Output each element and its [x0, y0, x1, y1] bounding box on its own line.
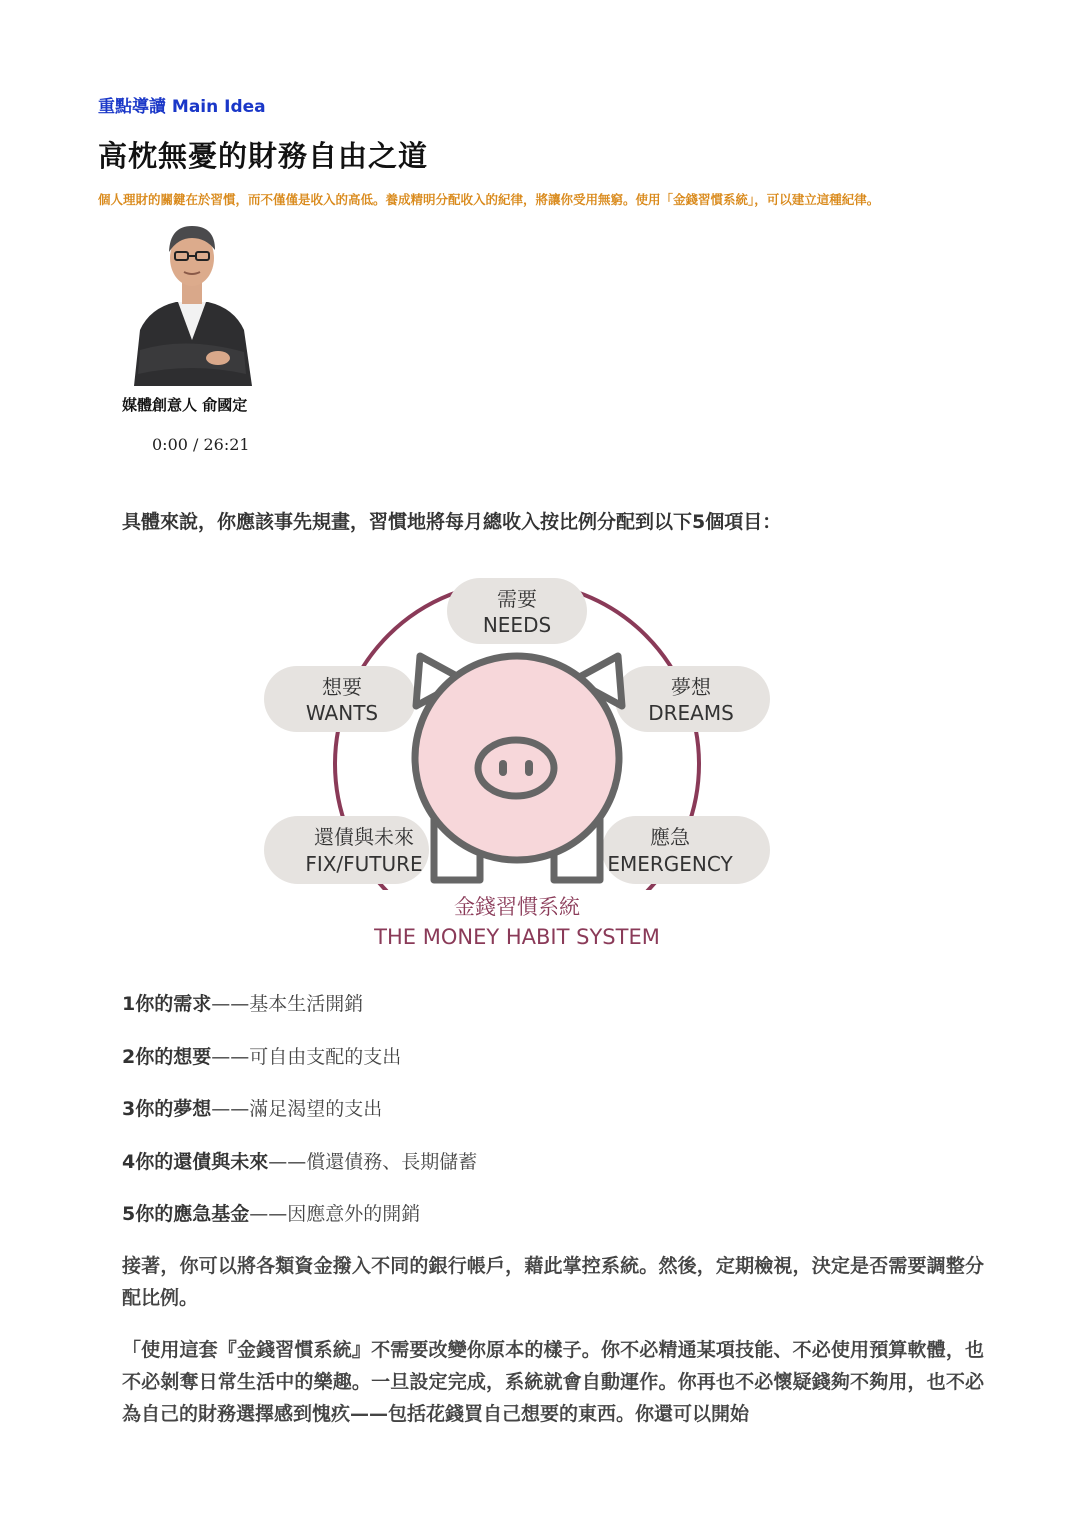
- list-item: [122, 1095, 477, 1148]
- emergency-label-zh: 應急: [650, 825, 690, 849]
- article-summary: 個人理財的關鍵在於習慣，而不僅僅是收入的高低。養成精明分配收入的紀律，將讓你受用無窮。使用「金錢習慣系統」，可以建立這種紀律。: [98, 192, 880, 207]
- list-item: [122, 1148, 477, 1201]
- dreams-label-zh: 夢想: [671, 675, 711, 699]
- list-item-number: 3: [122, 1098, 136, 1120]
- audio-time-readout[interactable]: 0:00 / 26:21: [152, 435, 250, 454]
- diagram-title-zh: 金錢習慣系統: [454, 895, 580, 919]
- needs-label-en: NEEDS: [482, 613, 552, 637]
- pig-snout: [478, 740, 554, 796]
- list-item-number: 5: [122, 1203, 136, 1225]
- list-item: [122, 1200, 477, 1253]
- body-paragraph-2: 「使用這套『金錢習慣系統』不需要改變你原本的樣子。你不必精通某項技能、不必使用預算軟體，也不必剝奪日常生活中的樂趣。一旦設定完成，系統就會自動運作。你再也不必懷疑錢夠不夠用，也不必為自己的財務選擇感到愧疚——包括花錢買自己想要的東西。你還可以開始: [122, 1339, 984, 1425]
- allocation-list: [122, 990, 477, 1253]
- section-kicker: 重點導讀 Main Idea: [98, 97, 266, 117]
- list-item-desc: ——償還債務、長期儲蓄: [268, 1150, 478, 1173]
- list-item-heading: 你的還債與未來: [135, 1150, 269, 1173]
- needs-label-zh: 需要: [497, 587, 537, 611]
- list-item: [122, 990, 477, 1043]
- author-caption: 媒體創意人 俞國定: [122, 396, 248, 414]
- author-photo: [126, 212, 258, 386]
- intro-text: 具體來說，你應該事先規畫，習慣地將每月總收入按比例分配到以下5個項目：: [122, 511, 782, 533]
- list-item-desc: ——可自由支配的支出: [211, 1045, 402, 1068]
- list-item-heading: 你的需求: [135, 993, 212, 1015]
- diagram-title-en: THE MONEY HABIT SYSTEM: [374, 925, 660, 949]
- list-item-desc: ——因應意外的開銷: [249, 1203, 421, 1225]
- pig-nostril-right: [525, 760, 533, 776]
- list-item-desc: ——滿足渴望的支出: [211, 1098, 383, 1120]
- wants-label-zh: 想要: [322, 675, 362, 699]
- body-paragraph-1: 接著，你可以將各類資金撥入不同的銀行帳戶，藉此掌控系統。然後，定期檢視，決定是否需要調整分配比例。: [122, 1255, 984, 1309]
- fix-label-en: FIX/FUTURE: [305, 852, 423, 876]
- list-item: [122, 1043, 477, 1096]
- list-item-number: 2: [122, 1045, 136, 1068]
- list-item-heading: 你的想要: [135, 1045, 212, 1068]
- list-item-heading: 你的夢想: [135, 1098, 212, 1120]
- fix-label-zh: 還債與未來: [314, 825, 414, 849]
- list-item-desc: ——基本生活開銷: [211, 993, 364, 1015]
- list-item-number: 4: [122, 1150, 136, 1173]
- dreams-label-en: DREAMS: [648, 701, 734, 725]
- emergency-label-en: EMERGENCY: [607, 852, 733, 876]
- list-item-number: 1: [122, 993, 136, 1015]
- pig-nostril-left: [499, 760, 507, 776]
- money-habit-diagram: [250, 568, 790, 958]
- wants-label-en: WANTS: [305, 701, 379, 725]
- list-item-heading: 你的應急基金: [135, 1203, 250, 1225]
- article-title: 高枕無憂的財務自由之道: [98, 139, 429, 173]
